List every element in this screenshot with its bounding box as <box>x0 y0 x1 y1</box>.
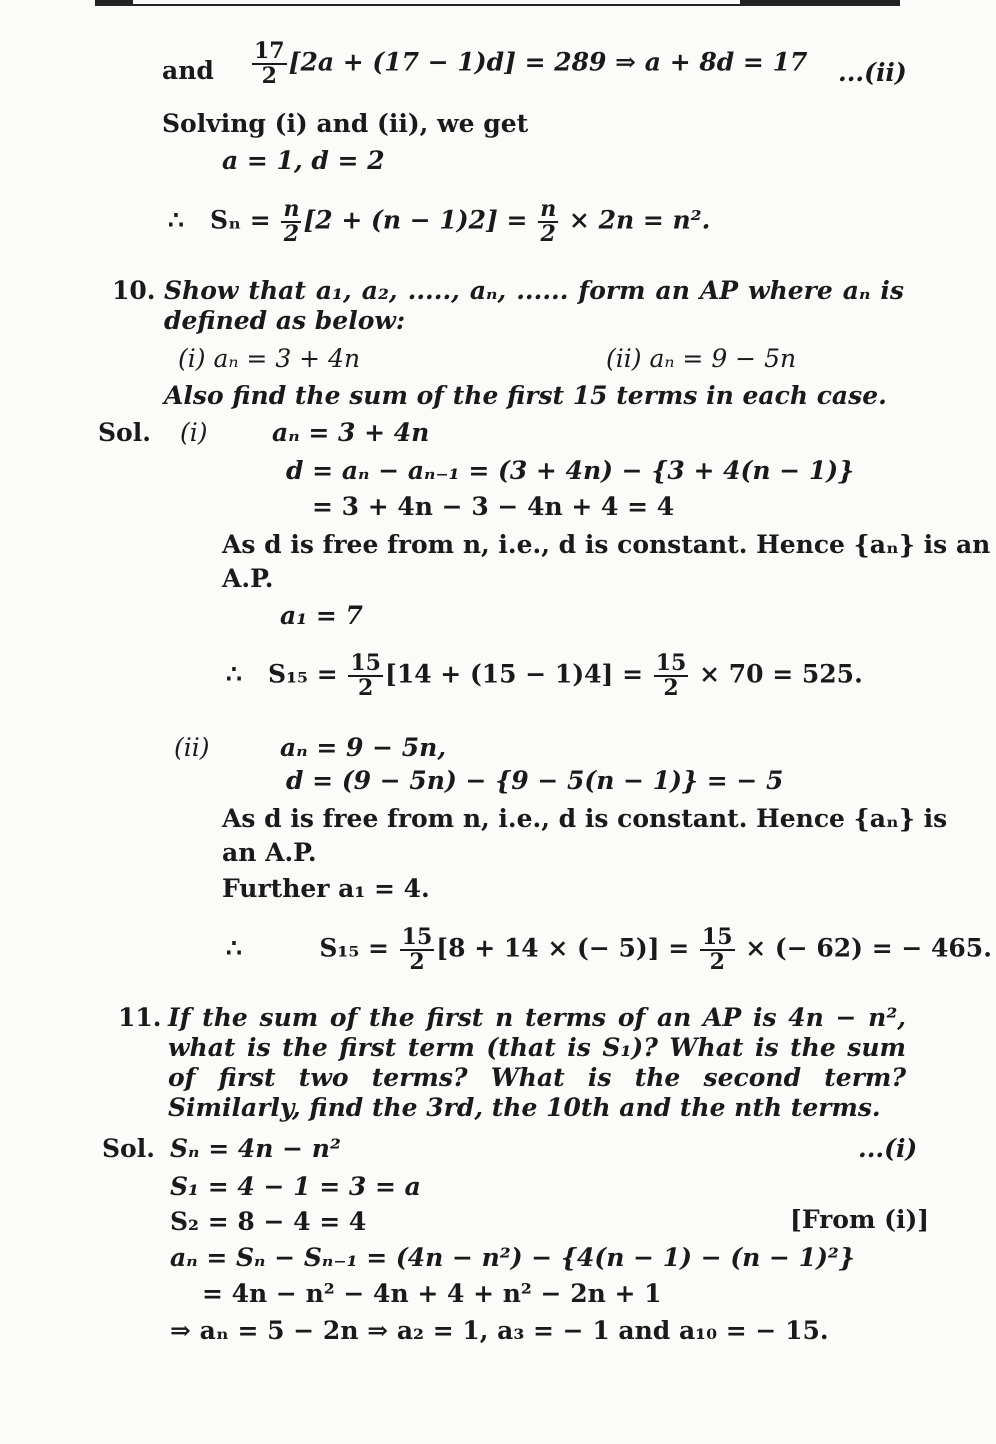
sol-label: Sol. <box>102 1134 155 1163</box>
question-11-text: If the sum of the first n terms of an AP is 4n − n², what is the first term (that is S₁)? What is the sum of first two terms? What is the second term? Similarly, find the 3rd, the 10th and the nth terms. <box>168 1003 906 1122</box>
fraction: $\frac{15}{2}$ <box>655 650 687 701</box>
question-10-text: Show that a₁, a₂, ....., aₙ, ...... form an AP where aₙ is defined as below: <box>164 276 904 335</box>
question-10-part-i: (i) aₙ = 3 + 4n <box>178 344 361 373</box>
sol10-ii-line1: aₙ = 9 − 5n, <box>280 733 447 762</box>
sol11-line1: Sₙ = 4n − n² <box>170 1134 341 1163</box>
part-ii-label: (ii) <box>174 733 210 762</box>
question-number-10: 10. <box>112 276 156 305</box>
sol11-line3: S₂ = 8 − 4 = 4 <box>170 1207 367 1236</box>
sol10-ii-line2: d = (9 − 5n) − {9 − 5(n − 1)} = − 5 <box>286 766 784 795</box>
equation-line-ii: $\frac{17}{2}$ [2a + (17 − 1)d] = 289 ⇒ a + 8d = 17 <box>254 38 808 89</box>
sol10-i-line4b: A.P. <box>222 564 274 593</box>
fraction: $\frac{15}{2}$ <box>350 650 381 701</box>
solution-values: a = 1, d = 2 <box>222 146 385 175</box>
equation-tag-ii: ...(ii) <box>838 58 907 87</box>
fraction: $\frac{n}{2}$ <box>540 196 557 247</box>
sol10-ii-line3b: an A.P. <box>222 838 317 867</box>
sol10-i-line4a: As d is free from n, i.e., d is constant. Hence {aₙ} is an <box>222 530 991 559</box>
sol10-ii-a1: Further a₁ = 4. <box>222 874 430 903</box>
solving-text: Solving (i) and (ii), we get <box>162 109 529 138</box>
sol11-line2: S₁ = 4 − 1 = 3 = a <box>170 1172 421 1201</box>
sol10-i-sum: ∴ S₁₅ = $\frac{15}{2}$ [14 + (15 − 1)4] = $\frac{15}{2}$ × 70 = 525. <box>226 650 863 701</box>
question-10-part-ii: (ii) aₙ = 9 − 5n <box>606 344 797 373</box>
sol-label: Sol. <box>98 418 151 447</box>
part-i-label: (i) <box>180 418 208 447</box>
question-10-also: Also find the sum of the first 15 terms in each case. <box>164 381 887 410</box>
fraction: $\frac{n}{2}$ <box>283 196 300 247</box>
question-number-11: 11. <box>118 1003 162 1032</box>
sol11-line6: ⇒ aₙ = 5 − 2n ⇒ a₂ = 1, a₃ = − 1 and a₁₀ = − 15. <box>170 1316 829 1345</box>
sol10-i-line2: d = aₙ − aₙ₋₁ = (3 + 4n) − {3 + 4(n − 1)} <box>286 456 855 485</box>
sol11-line4: aₙ = Sₙ − Sₙ₋₁ = (4n − n²) − {4(n − 1) − (n − 1)²} <box>170 1243 855 1272</box>
sol10-ii-line3a: As d is free from n, i.e., d is constant. Hence {aₙ} is <box>222 804 948 833</box>
sol10-i-line3: = 3 + 4n − 3 − 4n + 4 = 4 <box>312 492 675 521</box>
from-i-tag: [From (i)] <box>790 1205 930 1234</box>
sol10-ii-sum: ∴ S₁₅ = $\frac{15}{2}$ [8 + 14 × (− 5)] = $\frac{15}{2}$ × (− 62) = − 465. <box>226 924 992 975</box>
fraction: $\frac{15}{2}$ <box>701 924 733 975</box>
sol10-i-line1: aₙ = 3 + 4n <box>272 418 430 447</box>
fraction: $\frac{17}{2}$ <box>254 38 285 89</box>
word-and: and <box>162 56 214 85</box>
sol11-line5: = 4n − n² − 4n + 4 + n² − 2n + 1 <box>202 1279 662 1308</box>
sol10-i-a1: a₁ = 7 <box>280 601 363 630</box>
fraction: $\frac{15}{2}$ <box>401 924 433 975</box>
sn-formula: ∴ Sₙ = $\frac{n}{2}$ [2 + (n − 1)2] = $\frac{n}{2}$ × 2n = n². <box>168 196 711 247</box>
header-rule <box>95 4 900 6</box>
equation-tag-i: ...(i) <box>858 1134 918 1163</box>
